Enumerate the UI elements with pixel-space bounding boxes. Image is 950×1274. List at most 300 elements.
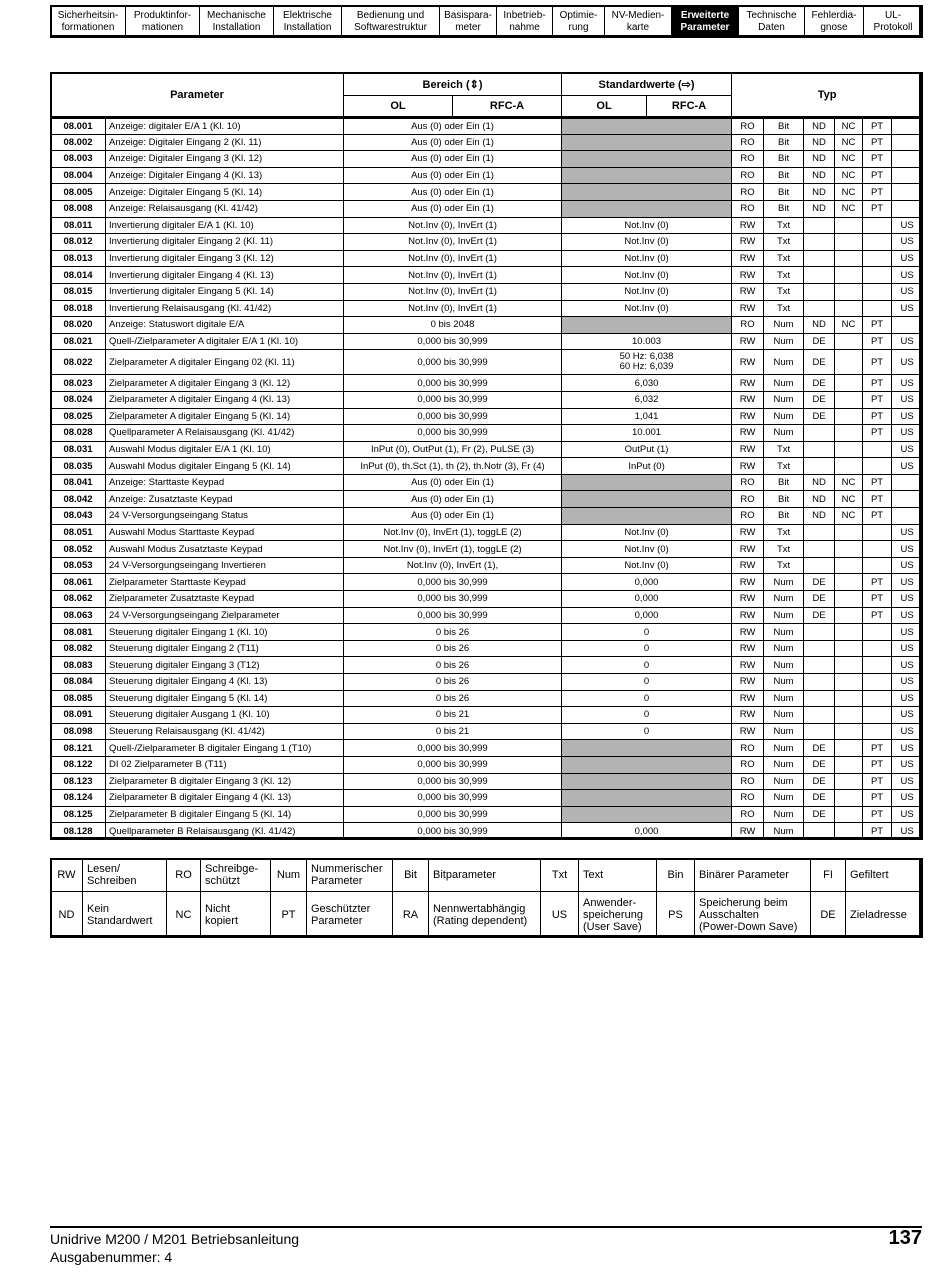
param-range: Not.Inv (0), InvErt (1),: [344, 557, 562, 574]
param-number: 08.013: [51, 250, 106, 267]
legend-desc: [429, 859, 541, 892]
param-type-2: DE: [804, 806, 835, 823]
nav-tab-10[interactable]: [739, 6, 805, 38]
table-row: [51, 707, 923, 724]
param-name: Anzeige: digitaler E/A 1 (Kl. 10): [106, 118, 344, 135]
param-default-line-2: 60 Hz: 6,039: [619, 361, 674, 373]
legend-desc-line: schützt: [205, 875, 240, 888]
table-row: [51, 375, 923, 392]
param-type-2: DE: [804, 773, 835, 790]
param-number: 08.028: [51, 425, 106, 442]
param-type-2: [804, 640, 835, 657]
param-type-2: [804, 267, 835, 284]
legend-abbr: US: [541, 892, 579, 938]
param-type-2: ND: [804, 167, 835, 184]
param-type-0: RW: [732, 217, 764, 234]
param-type-1: Bit: [764, 134, 804, 151]
param-type-1: Txt: [764, 441, 804, 458]
nav-tab-9[interactable]: [672, 6, 739, 38]
param-type-0: RW: [732, 823, 764, 840]
param-type-3: [835, 441, 863, 458]
param-type-0: RW: [732, 300, 764, 317]
param-type-1: Num: [764, 707, 804, 724]
param-type-3: NC: [835, 200, 863, 217]
page-number: 137: [888, 1227, 922, 1249]
param-number: 08.015: [51, 283, 106, 300]
legend-desc-line: Text: [583, 869, 604, 882]
legend-desc: [83, 892, 167, 938]
param-number: 08.051: [51, 524, 106, 541]
param-type-5: US: [892, 524, 923, 541]
param-type-4: PT: [863, 184, 892, 201]
header-parameter: Parameter: [51, 73, 344, 118]
param-type-4: PT: [863, 375, 892, 392]
param-type-1: Num: [764, 723, 804, 740]
param-name: Invertierung digitaler Eingang 3 (Kl. 12): [106, 250, 344, 267]
param-name: Quell-/Zielparameter B digitaler Eingang 1 (T10): [106, 740, 344, 757]
legend-abbr: Bit: [393, 859, 429, 892]
param-type-2: DE: [804, 350, 835, 375]
param-type-4: [863, 441, 892, 458]
param-type-4: PT: [863, 491, 892, 508]
nav-tab-label-2: Installation: [212, 21, 261, 33]
param-range: Not.Inv (0), InvErt (1): [344, 283, 562, 300]
param-number: 08.011: [51, 217, 106, 234]
param-default: Not.Inv (0): [562, 541, 732, 558]
param-type-4: PT: [863, 607, 892, 624]
legend-desc: [201, 859, 271, 892]
legend-desc-line: Parameter: [311, 914, 363, 927]
param-type-5: US: [892, 723, 923, 740]
param-number: 08.001: [51, 118, 106, 135]
param-type-4: PT: [863, 134, 892, 151]
param-default: 1,041: [562, 408, 732, 425]
param-type-2: [804, 723, 835, 740]
param-type-4: [863, 250, 892, 267]
param-name: Quell-/Zielparameter A digitaler E/A 1 (Kl. 10): [106, 333, 344, 350]
nav-tab-label-2: Parameter: [680, 21, 730, 33]
nav-tab-4[interactable]: [342, 6, 440, 38]
param-type-0: RW: [732, 250, 764, 267]
header-typ: Typ: [732, 73, 923, 118]
param-type-4: PT: [863, 200, 892, 217]
param-type-0: RO: [732, 200, 764, 217]
param-number: 08.004: [51, 167, 106, 184]
table-row: [51, 557, 923, 574]
param-type-3: NC: [835, 474, 863, 491]
param-type-5: US: [892, 707, 923, 724]
nav-tab-label-1: Optimie-: [559, 9, 598, 21]
param-default: [562, 508, 732, 525]
table-row: [51, 267, 923, 284]
param-name: 24 V-Versorgungseingang Zielparameter: [106, 607, 344, 624]
param-range: 0 bis 26: [344, 624, 562, 641]
param-type-3: [835, 458, 863, 475]
legend-desc-line: Nennwertabhängig: [433, 902, 526, 915]
param-type-5: US: [892, 640, 923, 657]
param-type-4: [863, 267, 892, 284]
param-type-4: PT: [863, 574, 892, 591]
param-type-3: [835, 283, 863, 300]
param-default: [562, 491, 732, 508]
param-type-4: PT: [863, 408, 892, 425]
param-type-1: Num: [764, 674, 804, 691]
nav-tab-label-1: Mechanische: [207, 9, 266, 21]
param-name: Anzeige: Starttaste Keypad: [106, 474, 344, 491]
nav-tab-label-1: Bedienung und: [356, 9, 425, 21]
param-type-0: RW: [732, 350, 764, 375]
param-default: 0,000: [562, 574, 732, 591]
param-type-1: Num: [764, 333, 804, 350]
param-type-5: US: [892, 574, 923, 591]
param-type-0: RW: [732, 674, 764, 691]
nav-tab-8[interactable]: [605, 6, 672, 38]
param-type-5: [892, 317, 923, 334]
nav-tab-label-1: NV-Medien-: [611, 9, 665, 21]
param-type-2: DE: [804, 756, 835, 773]
param-number: 08.063: [51, 607, 106, 624]
param-default: 6,030: [562, 375, 732, 392]
param-type-5: [892, 508, 923, 525]
param-type-2: DE: [804, 607, 835, 624]
table-row: [51, 524, 923, 541]
param-type-0: RO: [732, 151, 764, 168]
legend-abbr: NC: [167, 892, 201, 938]
nav-tab-7[interactable]: [553, 6, 605, 38]
param-number: 08.122: [51, 756, 106, 773]
param-name: Invertierung digitaler E/A 1 (Kl. 10): [106, 217, 344, 234]
param-type-5: US: [892, 458, 923, 475]
param-type-0: RO: [732, 740, 764, 757]
param-type-3: [835, 425, 863, 442]
legend-desc-line: Geschützter: [311, 902, 371, 915]
param-type-0: RW: [732, 557, 764, 574]
legend-desc: [846, 892, 923, 938]
param-type-3: [835, 773, 863, 790]
param-number: 08.002: [51, 134, 106, 151]
param-type-0: RW: [732, 234, 764, 251]
param-type-4: [863, 640, 892, 657]
param-name: Auswahl Modus Starttaste Keypad: [106, 524, 344, 541]
legend-desc-line: Nummerischer: [311, 863, 383, 876]
param-type-4: [863, 283, 892, 300]
param-number: 08.125: [51, 806, 106, 823]
param-name: Steuerung digitaler Eingang 5 (Kl. 14): [106, 690, 344, 707]
footer-title: Unidrive M200 / M201 Betriebsanleitung: [50, 1231, 300, 1247]
table-row: [51, 234, 923, 251]
param-range: 0,000 bis 30,999: [344, 773, 562, 790]
param-name: Zielparameter B digitaler Eingang 3 (Kl. 12): [106, 773, 344, 790]
param-type-1: Txt: [764, 250, 804, 267]
legend-abbr: RW: [51, 859, 83, 892]
param-range: 0,000 bis 30,999: [344, 333, 562, 350]
param-default: [562, 200, 732, 217]
param-number: 08.123: [51, 773, 106, 790]
legend-abbr: PS: [657, 892, 695, 938]
param-type-4: [863, 524, 892, 541]
param-type-5: US: [892, 823, 923, 840]
param-name: Anzeige: Digitaler Eingang 2 (Kl. 11): [106, 134, 344, 151]
param-type-5: US: [892, 234, 923, 251]
param-name: Quellparameter A Relaisausgang (Kl. 41/42): [106, 425, 344, 442]
param-type-5: US: [892, 790, 923, 807]
legend-abbr: RO: [167, 859, 201, 892]
legend-desc: [307, 859, 393, 892]
nav-tab-3[interactable]: [274, 6, 342, 38]
param-range: Not.Inv (0), InvErt (1): [344, 250, 562, 267]
param-type-2: [804, 557, 835, 574]
param-type-5: [892, 151, 923, 168]
legend-abbr: Num: [271, 859, 307, 892]
param-default: Not.Inv (0): [562, 557, 732, 574]
param-type-4: [863, 690, 892, 707]
table-row: [51, 317, 923, 334]
param-type-3: [835, 674, 863, 691]
param-type-4: PT: [863, 317, 892, 334]
param-type-5: US: [892, 624, 923, 641]
legend-abbr: Bin: [657, 859, 695, 892]
param-range: Aus (0) oder Ein (1): [344, 200, 562, 217]
param-type-0: RW: [732, 541, 764, 558]
param-default: Not.Inv (0): [562, 234, 732, 251]
table-row: [51, 283, 923, 300]
param-type-0: RO: [732, 474, 764, 491]
param-default-line-1: 50 Hz: 6,038: [619, 351, 674, 363]
param-number: 08.035: [51, 458, 106, 475]
param-type-1: Num: [764, 756, 804, 773]
param-type-4: PT: [863, 474, 892, 491]
table-row: [51, 333, 923, 350]
param-type-2: DE: [804, 591, 835, 608]
table-row: [51, 624, 923, 641]
param-type-0: RW: [732, 524, 764, 541]
param-default: [562, 167, 732, 184]
nav-tab-label-2: mationen: [141, 21, 184, 33]
param-range: Not.Inv (0), InvErt (1): [344, 267, 562, 284]
legend-desc-line: Nicht: [205, 902, 231, 915]
legend-desc: [846, 859, 923, 892]
legend-desc-line: Anwender-: [583, 896, 637, 909]
param-type-4: PT: [863, 333, 892, 350]
param-default: 0: [562, 674, 732, 691]
nav-tab-0[interactable]: [51, 6, 126, 38]
nav-tab-1[interactable]: [126, 6, 200, 38]
param-number: 08.084: [51, 674, 106, 691]
param-type-5: US: [892, 674, 923, 691]
param-default: 0: [562, 624, 732, 641]
param-type-0: RW: [732, 607, 764, 624]
param-type-5: US: [892, 250, 923, 267]
param-type-5: [892, 134, 923, 151]
param-number: 08.021: [51, 333, 106, 350]
nav-tab-label-1: Produktinfor-: [133, 9, 192, 21]
param-range: 0,000 bis 30,999: [344, 425, 562, 442]
nav-tab-label-2: Daten: [758, 21, 785, 33]
param-type-3: [835, 790, 863, 807]
param-range: 0 bis 21: [344, 723, 562, 740]
param-type-3: [835, 267, 863, 284]
param-type-1: Txt: [764, 557, 804, 574]
param-type-4: PT: [863, 425, 892, 442]
param-type-5: US: [892, 283, 923, 300]
param-number: 08.023: [51, 375, 106, 392]
param-type-2: [804, 458, 835, 475]
param-type-1: Num: [764, 425, 804, 442]
param-number: 08.043: [51, 508, 106, 525]
legend-abbr: DE: [811, 892, 846, 938]
param-type-0: RW: [732, 333, 764, 350]
nav-tab-label-2: rung: [568, 21, 589, 33]
nav-tab-label-1: Fehlerdia-: [811, 9, 857, 21]
param-number: 08.098: [51, 723, 106, 740]
param-type-5: US: [892, 217, 923, 234]
param-type-2: ND: [804, 118, 835, 135]
param-range: Not.Inv (0), InvErt (1): [344, 300, 562, 317]
param-type-1: Num: [764, 574, 804, 591]
param-number: 08.012: [51, 234, 106, 251]
param-type-3: [835, 591, 863, 608]
param-type-2: [804, 541, 835, 558]
param-type-2: [804, 674, 835, 691]
param-name: Auswahl Modus digitaler Eingang 5 (Kl. 14): [106, 458, 344, 475]
param-type-0: RW: [732, 723, 764, 740]
param-name: Zielparameter B digitaler Eingang 4 (Kl. 13): [106, 790, 344, 807]
legend-desc-line: (Rating dependent): [433, 914, 528, 927]
param-range: Aus (0) oder Ein (1): [344, 508, 562, 525]
param-name: Steuerung digitaler Ausgang 1 (Kl. 10): [106, 707, 344, 724]
table-row: [51, 200, 923, 217]
param-default: [562, 756, 732, 773]
param-type-3: [835, 690, 863, 707]
legend-abbr: PT: [271, 892, 307, 938]
param-type-4: [863, 624, 892, 641]
table-row: [51, 640, 923, 657]
param-type-4: [863, 458, 892, 475]
table-row: [51, 151, 923, 168]
param-number: 08.053: [51, 557, 106, 574]
param-type-0: RW: [732, 425, 764, 442]
param-default: 0,000: [562, 591, 732, 608]
param-type-0: RW: [732, 657, 764, 674]
param-type-2: DE: [804, 391, 835, 408]
param-type-4: [863, 234, 892, 251]
param-type-1: Num: [764, 408, 804, 425]
nav-tab-label-2: formationen: [61, 21, 115, 33]
param-range: 0,000 bis 30,999: [344, 350, 562, 375]
param-type-1: Txt: [764, 541, 804, 558]
footer-rule: [50, 1226, 922, 1228]
param-type-1: Num: [764, 350, 804, 375]
nav-tab-6[interactable]: [497, 6, 553, 38]
param-name: Steuerung digitaler Eingang 1 (Kl. 10): [106, 624, 344, 641]
param-range: 0,000 bis 30,999: [344, 591, 562, 608]
param-type-1: Txt: [764, 217, 804, 234]
param-type-0: RW: [732, 690, 764, 707]
legend-desc-line: Lesen/: [87, 863, 121, 876]
param-default: 0: [562, 723, 732, 740]
header-standardwerte: Standardwerte (⇨): [562, 73, 732, 96]
param-type-5: US: [892, 267, 923, 284]
param-type-2: [804, 283, 835, 300]
param-range: 0 bis 26: [344, 657, 562, 674]
param-default: Not.Inv (0): [562, 300, 732, 317]
param-type-2: [804, 657, 835, 674]
header-default-rfca: RFC-A: [647, 96, 732, 118]
param-type-2: ND: [804, 317, 835, 334]
param-type-3: [835, 333, 863, 350]
param-type-5: US: [892, 375, 923, 392]
legend-abbr: ND: [51, 892, 83, 938]
legend-desc-line: (Power-Down Save): [699, 920, 798, 933]
legend-desc-line: (User Save): [583, 920, 642, 933]
param-type-0: RW: [732, 707, 764, 724]
param-name: Auswahl Modus digitaler E/A 1 (Kl. 10): [106, 441, 344, 458]
param-type-5: [892, 118, 923, 135]
nav-tab-label-1: Inbetrieb-: [503, 9, 546, 21]
param-type-2: [804, 823, 835, 840]
param-type-0: RW: [732, 624, 764, 641]
param-type-5: US: [892, 607, 923, 624]
table-row: [51, 408, 923, 425]
param-type-4: [863, 707, 892, 724]
nav-tab-5[interactable]: [440, 6, 497, 38]
param-default: 0: [562, 707, 732, 724]
param-type-5: [892, 474, 923, 491]
param-type-2: DE: [804, 375, 835, 392]
table-row: [51, 740, 923, 757]
nav-tab-2[interactable]: [200, 6, 274, 38]
param-type-0: RW: [732, 441, 764, 458]
legend-abbr: Txt: [541, 859, 579, 892]
param-type-4: [863, 657, 892, 674]
param-type-0: RW: [732, 391, 764, 408]
legend-desc-line: kopiert: [205, 914, 239, 927]
param-name: Invertierung digitaler Eingang 4 (Kl. 13): [106, 267, 344, 284]
param-range: Aus (0) oder Ein (1): [344, 491, 562, 508]
legend-abbr: RA: [393, 892, 429, 938]
param-type-1: Num: [764, 740, 804, 757]
param-type-1: Num: [764, 624, 804, 641]
param-range: 0,000 bis 30,999: [344, 756, 562, 773]
param-type-4: [863, 674, 892, 691]
nav-tab-label-2: Softwarestruktur: [354, 21, 427, 33]
param-type-4: PT: [863, 151, 892, 168]
table-row: [51, 441, 923, 458]
param-type-2: [804, 425, 835, 442]
param-range: Aus (0) oder Ein (1): [344, 167, 562, 184]
param-range: 0,000 bis 30,999: [344, 607, 562, 624]
param-type-5: US: [892, 557, 923, 574]
legend-desc-line: speicherung: [583, 908, 643, 921]
param-type-1: Bit: [764, 474, 804, 491]
table-row: [51, 541, 923, 558]
nav-tab-12[interactable]: [864, 6, 923, 38]
param-range: Aus (0) oder Ein (1): [344, 184, 562, 201]
legend-desc-line: Bitparameter: [433, 869, 496, 882]
param-type-5: US: [892, 441, 923, 458]
param-name: Steuerung digitaler Eingang 4 (Kl. 13): [106, 674, 344, 691]
param-range: 0 bis 2048: [344, 317, 562, 334]
param-name: Quellparameter B Relaisausgang (Kl. 41/42): [106, 823, 344, 840]
param-type-1: Bit: [764, 151, 804, 168]
nav-tab-11[interactable]: [805, 6, 864, 38]
param-name: Anzeige: Relaisausgang (Kl. 41/42): [106, 200, 344, 217]
nav-tab-label-1: Erweiterte: [680, 9, 730, 21]
param-default: 0: [562, 690, 732, 707]
legend-desc: [579, 892, 657, 938]
legend-desc-line: Gefiltert: [850, 869, 889, 882]
nav-tab-label-1: Basispara-: [444, 9, 492, 21]
